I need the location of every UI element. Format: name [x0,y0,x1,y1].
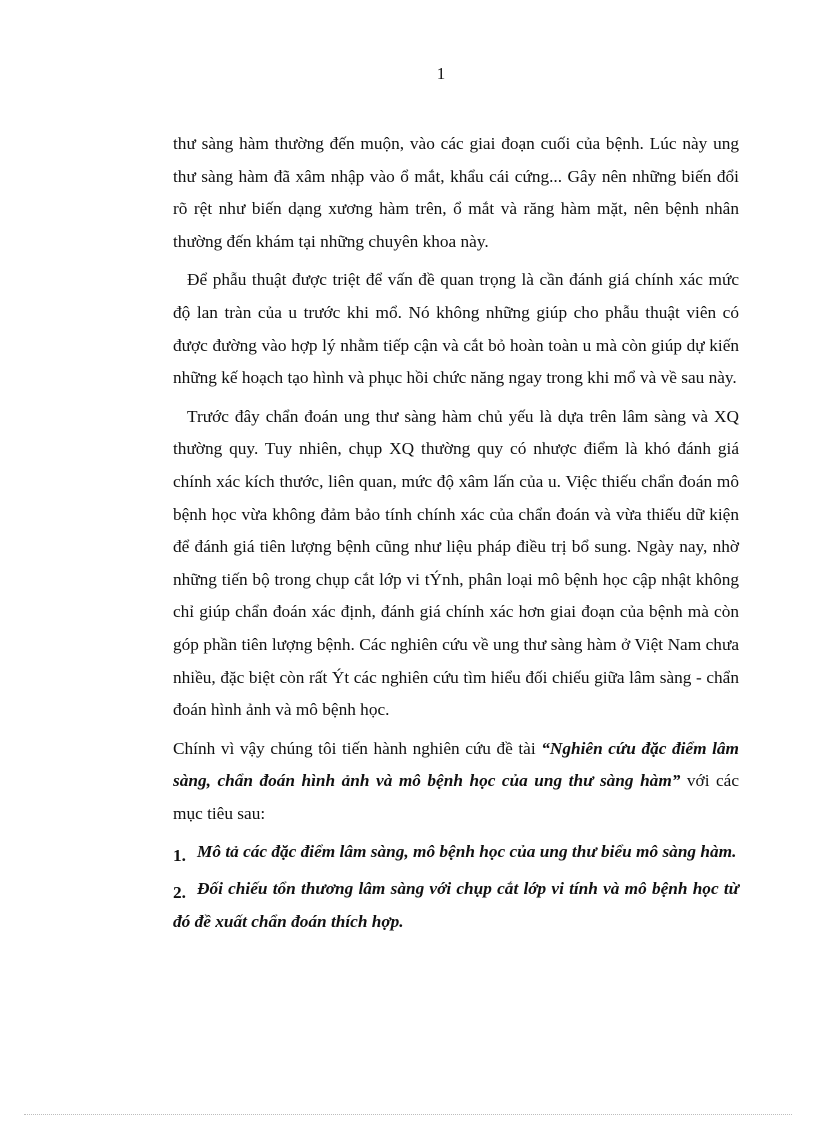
intro-tail: với các mục tiêu sau: [173,771,740,823]
objective-number: 1. [173,846,186,866]
study-title: “Nghiên cứu đặc điểm lâm sàng, chẩn đoán hình ảnh và mô bệnh học của ung thư sàng hàm” [173,738,739,791]
page-bottom-divider [24,1114,792,1115]
page-number: 1 [436,64,446,83]
objective-number: 2. [173,883,186,903]
paragraph-continuation: thư sàng hàm thường đến muộn, vào các giai đoạn cuối của bệnh. Lúc này ung thư sàng hàm đã xâm nhập vào ổ mắt, khẩu cái cứng... Gây nên những biến đổi rõ rệt như biến dạng xương hàm trên, ổ mắt và răng hàm mặt, nên bệnh nhân thường đến khám tại những chuyên khoa này. [173,134,739,251]
objectives-list [173,836,739,938]
intro-lead: Chính vì vậy chúng tôi tiến hành nghiên cứu đề tài [173,738,542,758]
paragraph-diagnosis: Trước đây chẩn đoán ung thư sàng hàm chủ yếu là dựa trên lâm sàng và XQ thường quy. Tuy nhiên, chụp XQ thường quy có nhược điểm là khó đánh giá chính xác kích thước, liên quan, mức độ xâm lấn của u. Việc thiếu chẩn đoán mô bệnh học vừa không đảm bảo tính chính xác của chẩn đoán và vừa thiếu dữ kiện để đánh giá tiên lượng bệnh cũng như liệu pháp điều trị bổ sung. Ngày nay, nhờ những tiến bộ trong chụp cắt lớp vi tÝnh, phân loại mô bệnh học cập nhật không chỉ giúp chẩn đoán xác định, đánh giá chính xác hơn giai đoạn của bệnh mà còn góp phần tiên lượng bệnh. Các nghiên cứu về ung thư sàng hàm ở Việt Nam chưa nhiều, đặc biệt còn rất Ýt các nghiên cứu tìm hiểu đối chiếu giữa lâm sàng - chẩn đoán hình ảnh và mô bệnh học. [173,406,739,720]
objective-text: Đối chiếu tổn thương lâm sàng với chụp cắt lớp vi tính và mô bệnh học từ đó đề xuất chẩn đoán thích hợp. [173,879,739,931]
paragraph-intro [173,733,739,831]
paragraph-surgery: Để phẫu thuật được triệt để vấn đề quan trọng là cần đánh giá chính xác mức độ lan tràn của u trước khi mổ. Nó không những giúp cho phẫu thuật viên có được đường vào hợp lý nhằm tiếp cận và cắt bỏ hoàn toàn u mà còn giúp dự kiến những kế hoạch tạo hình và phục hồi chức năng ngay trong khi mổ và về sau này. [173,270,739,388]
document-body [173,128,739,942]
objective-text: Mô tả các đặc điểm lâm sàng, mô bệnh học của ung thư biểu mô sàng hàm. [197,842,737,862]
objective-item [173,873,739,938]
objective-item [173,836,739,869]
